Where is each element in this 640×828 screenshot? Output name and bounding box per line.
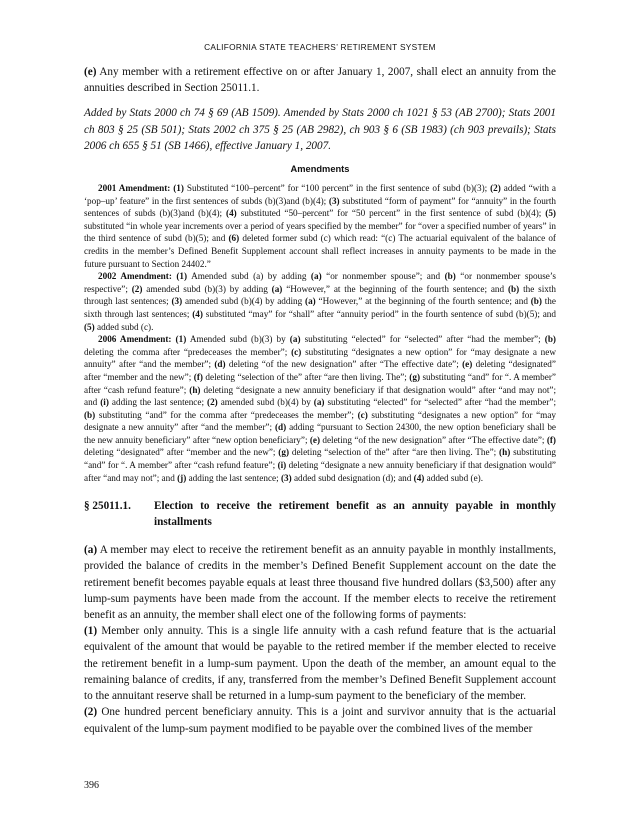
amendment-item-text: added subd (e). (424, 472, 484, 483)
amendment-2001 (84, 182, 556, 270)
amendment-item-text: deleting “of the new designation” after “The effective date”; (225, 359, 463, 370)
amendment-item-text: substituted “50–percent” for “50 percent” in the first sentence of subd (b)(4); (236, 208, 546, 219)
amendment-item-label: (a) (310, 271, 322, 282)
amendment-item-label: (e) (462, 359, 473, 370)
amendment-item-text: adding “pursuant to Section 24300, the new option beneficiary shall be the new annuity beneficiary” after “new option beneficiary”; (84, 422, 557, 445)
amendment-item-label: (4) (226, 208, 237, 219)
page-number: 396 (84, 780, 99, 791)
amendment-item-label: (b) (507, 283, 520, 294)
amendment-item-label: (a) (305, 296, 316, 307)
amendment-item-text: deleting “selection of the” after “are then living. The”; (202, 371, 410, 382)
section-title: Election to receive the retirement benefit as an annuity payable in monthly installments (154, 500, 556, 529)
paragraph-1-text: Member only annuity. This is a single life annuity with a cash refund feature that is the actuarial equivalent of the amount that would be payable to the retired member if the member elected to receive the retirement benefit in a lump-sum payment. Upon the death of the member, an amount equal to the remaining balance of credits, if any, transferred from the member’s Defined Benefit Supplement account to the annuitant reserve shall be returned in a lump-sum payment to the beneficiary of the member. (84, 625, 556, 703)
amendment-item-label: (j) (177, 472, 187, 483)
amendment-item-text: Substituted “100–percent” for “100 percent” in the first sentence of subd (b)(3); (183, 183, 491, 194)
amendment-item-label: (3) (171, 296, 183, 307)
amendment-item-text: “or nonmember spouse’s respective”; (84, 271, 556, 294)
paragraph-2 (84, 704, 556, 736)
amendment-item-label: (5) (545, 208, 556, 219)
amendment-item-text: amended subd (b)(4) by (217, 397, 314, 408)
amendment-item-text: amended subd (b)(3) by adding (142, 283, 272, 294)
amendment-item-label: (3) (328, 195, 340, 206)
subdivision-e (84, 64, 556, 96)
amendment-item-text: added “with a ‘pop–up’ feature” in the first sentences of subds (b)(3)and (b)(4); (84, 183, 556, 206)
subdivision-e-text: Any member with a retirement effective on or after January 1, 2007, shall elect an annuity from the annuities described in Section 25011.1. (84, 66, 556, 95)
subdivision-e-label: (e) (84, 66, 97, 78)
amendment-item-label: (i) (277, 460, 287, 471)
amendment-item-label: (4) (192, 308, 203, 319)
amendment-item-text: substituted “may” for “shall” after “annuity period” in the fourth sentence of subd (b)(5); and (202, 308, 556, 319)
amendment-item-label: (h) (189, 384, 201, 395)
amendment-item-text: substituting “elected” for “selected” after “had the member”; (300, 334, 545, 345)
history-note: Added by Stats 2000 ch 74 § 69 (AB 1509). Amended by Stats 2000 ch 1021 § 53 (AB 2700); Stats 2001 ch 803 § 25 (SB 501); Stats 2002 ch 375 § 25 (AB 2982), ch 903 § 6 (SB 1983) (ch 903 prevails); Stats 2006 ch 655 § 51 (SB 1466), effective January 1, 2007. (84, 107, 556, 152)
amendment-item-text: deleting “designate a new annuity beneficiary if that designation would” after “and may not”; and (84, 460, 556, 483)
amendment-item-label: (b) (544, 334, 556, 345)
amendment-item-label: (f) (193, 371, 203, 382)
amendment-item-text: substituting “and” for “. A member” after “cash refund feature”; (84, 371, 556, 395)
amendment-item-text: substituted “form of payment” for “annuity” in the fourth sentences of subds (b)(3)and (b)(4); (84, 195, 556, 219)
subdivision-a-text: A member may elect to receive the retirement benefit as an annuity payable in monthly installments, provided the balance of credits in the member’s Defined Benefit Supplement account on the date the retirement benefit becomes payable equals at least three thousand five hundred dollars ($3,500) after any lump-sum payments have been made from the account. If the member elects to receive the retirement benefit as an annuity, the member shall elect one of the following forms of payments: (84, 544, 556, 622)
amendment-item-text: adding the last sentence; (108, 397, 208, 408)
amendment-item-text: substituting “and” for the comma after “predeceases the member”; (95, 409, 358, 420)
amendment-item-text: deleted former subd (c) which read: “(c) The actuarial equivalent of the balance of credits in the member’s Defined Benefit Supplement account shall reflect increases in annuity payments to be made in the future pursuant to Section 24402.” (84, 233, 556, 269)
amendment-item-text: added subd (c). (94, 321, 154, 332)
amendment-item-text: the sixth through last sentences; (84, 283, 557, 307)
amendment-item-text: deleting “designate a new annuity beneficiary if that designation would” after “and may not”; and (84, 384, 556, 408)
amendment-item-text: deleting “designated” after “member and the new”; (84, 359, 556, 382)
amendment-item-label: 2006 Amendment: (1) (98, 334, 187, 345)
page-body (84, 64, 556, 737)
amendment-item-label: (a) (313, 397, 325, 408)
paragraph-2-label: (2) (84, 706, 98, 719)
paragraph-1-label: (1) (84, 625, 98, 638)
amendment-item-text: deleting the comma after “predeceases the member”; (84, 346, 292, 357)
amendment-item-text: “However,” at the beginning of the fourth sentence; and (282, 283, 508, 294)
amendment-item-text: substituting “elected” for “selected” after “had the member”; (324, 397, 556, 408)
amendment-item-label: (a) (289, 334, 301, 345)
amendment-item-text: deleting “of the new designation” after “The effective date”; (320, 434, 547, 445)
paragraph-1 (84, 623, 556, 704)
amendment-item-text: substituting “designates a new option” for “may designate a new annuity” after “and the member”; (84, 409, 556, 433)
amendment-item-label: (6) (228, 233, 240, 244)
amendment-item-label: (b) (530, 296, 542, 307)
amendment-item-text: substituting “designates a new option” for “may designate a new annuity” after “and the member”; (84, 346, 556, 370)
amendment-item-text: the sixth through last sentences; (84, 296, 556, 319)
amendment-item-text: amended subd (b)(4) by adding (182, 296, 306, 307)
amendment-item-label: (b) (444, 271, 456, 282)
amendment-item-label: (g) (409, 371, 421, 382)
amendment-item-text: added subd designation (d); and (291, 472, 414, 483)
amendment-item-label: (e) (309, 434, 321, 445)
amendment-item-label: (2) (490, 183, 501, 194)
amendment-item-text: “or nonmember spouse”; and (321, 271, 445, 282)
amendment-item-label: (g) (278, 447, 290, 458)
amendment-item-label: (c) (291, 346, 302, 357)
amendment-item-text: Amended subd (b)(3) by (186, 334, 290, 345)
amendment-item-label: (i) (100, 397, 109, 408)
amendment-item-label: (4) (413, 472, 425, 483)
amendment-item-label: (f) (546, 434, 556, 445)
paragraph-2-text: One hundred percent beneficiary annuity. This is a joint and survivor annuity that is the actuarial equivalent of the lump-sum payment modified to be payable over the combined lives of the member (84, 706, 556, 735)
amendment-item-label: (d) (214, 359, 226, 370)
amendment-2006 (84, 333, 556, 484)
amendment-item-label: (c) (357, 409, 368, 420)
amendment-item-label: (b) (84, 409, 96, 420)
amendments-heading: Amendments (290, 164, 350, 175)
amendment-item-label: (a) (271, 283, 283, 294)
amendment-item-label: (5) (84, 321, 95, 332)
amendment-2002 (84, 270, 556, 333)
amendment-item-label: (d) (274, 422, 287, 433)
amendment-item-label: 2001 Amendment: (1) (98, 183, 184, 194)
amendment-item-text: substituted “in whole year increments over a period of years specified by the member” for “over a specified number of years” in the third sentence of subd (b)(5); and (84, 220, 556, 244)
amendment-item-label: (2) (207, 397, 218, 408)
amendment-item-text: substituting “and” for “. A member” after “cash refund feature”; (84, 447, 556, 471)
amendment-item-label: (h) (499, 447, 511, 458)
subdivision-a-label: (a) (84, 544, 98, 557)
amendment-item-text: deleting “selection of the” after “are then living. The”; (289, 447, 500, 458)
amendment-item-text: adding the last sentence; (186, 472, 281, 483)
section-heading (84, 498, 556, 530)
section-number: § 25011.1. (84, 500, 131, 513)
subdivision-a (84, 542, 556, 623)
amendment-item-label: (3) (280, 472, 292, 483)
running-header: CALIFORNIA STATE TEACHERS’ RETIREMENT SYSTEM (204, 42, 436, 52)
amendment-item-text: “However,” at the beginning of the fourth sentence; and (315, 296, 531, 307)
amendment-item-label: (2) (131, 283, 143, 294)
amendment-item-text: deleting “designated” after “member and the new”; (84, 447, 279, 458)
amendment-item-text: Amended subd (a) by adding (187, 271, 311, 282)
amendment-item-label: 2002 Amendment: (1) (98, 271, 188, 282)
